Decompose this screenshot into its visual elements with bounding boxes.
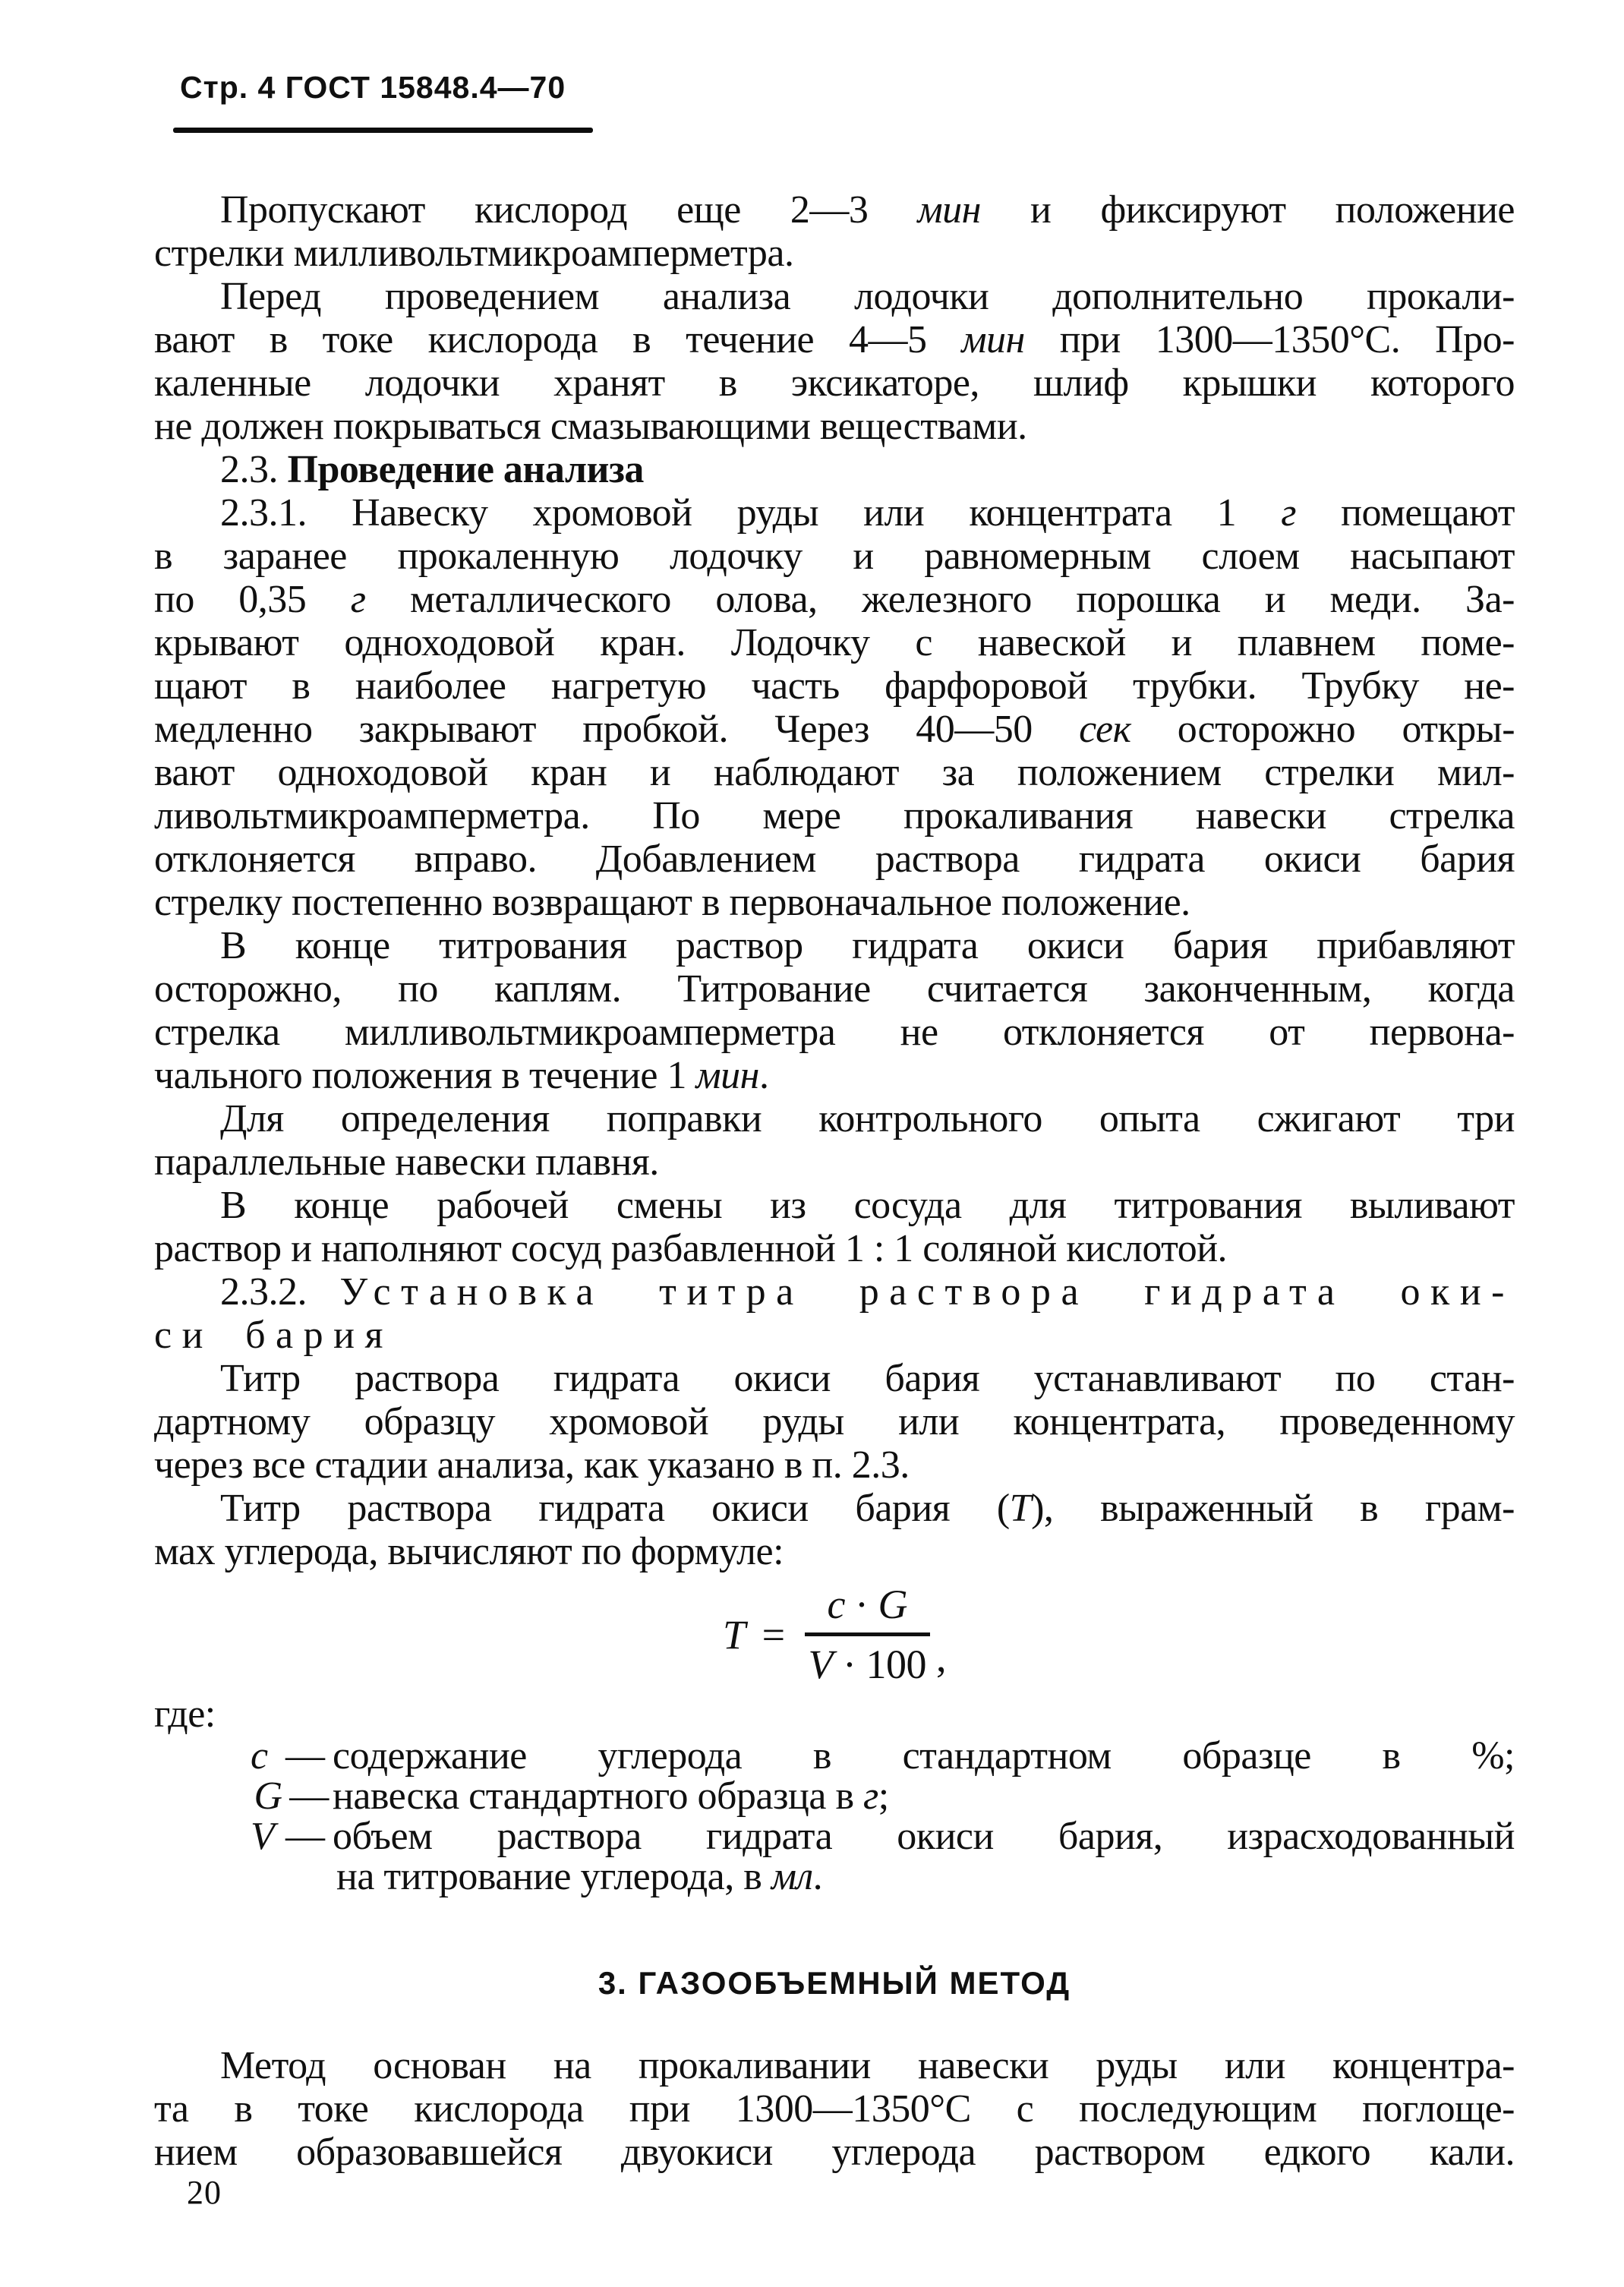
text: . <box>758 1054 769 1097</box>
fraction-denominator <box>805 1636 930 1686</box>
text: объем раствора гидрата окиси бария, израсходованный <box>333 1815 1515 1858</box>
text: по 0,35 <box>154 578 351 621</box>
text: си бария <box>154 1314 393 1357</box>
bold-text: Проведение анализа <box>287 448 644 491</box>
page-number: 20 <box>187 2174 222 2211</box>
text-line <box>154 967 1515 1011</box>
text-line <box>154 2087 1515 2131</box>
text: 2.3.2. <box>220 1270 340 1314</box>
text-line <box>154 1227 1515 1270</box>
text-line <box>154 881 1515 924</box>
text: вают в токе кислорода в течение 4—5 <box>154 318 962 361</box>
text-line <box>154 924 1515 967</box>
formula-variable-T: Т <box>723 1611 746 1658</box>
text: Титр раствора гидрата окиси бария ( <box>220 1487 1010 1530</box>
text: медленно закрывают пробкой. Через 40—50 <box>154 708 1080 751</box>
text-line <box>154 2131 1515 2174</box>
section-3-heading <box>154 1961 1515 2005</box>
text: Пропускают кислород еще 2—3 <box>220 188 918 232</box>
text: где: <box>154 1692 216 1736</box>
text-line <box>154 621 1515 664</box>
text-line <box>154 405 1515 448</box>
formula-symbol: с <box>251 1734 268 1778</box>
text: и фиксируют положение <box>980 188 1515 232</box>
text: в заранее прокаленную лодочку и равномерным слоем насыпают <box>154 535 1515 578</box>
italic-text: с <box>827 1582 845 1627</box>
where-label <box>154 1692 1515 1736</box>
page-header: Стр. 4 ГОСТ 15848.4—70 <box>180 70 566 105</box>
text: . <box>812 1855 823 1898</box>
header-rule <box>173 128 593 133</box>
italic-text: мл <box>771 1855 813 1898</box>
italic-text: Т <box>1009 1487 1032 1530</box>
equals-sign: = <box>762 1611 785 1658</box>
text: дартному образцу хромовой руды или концентрата, проведенному <box>154 1400 1515 1443</box>
text: стрелку постепенно возвращают в первоначальное положение. <box>154 881 1190 924</box>
text-line <box>154 2044 1515 2087</box>
text-line <box>154 794 1515 838</box>
text: · <box>845 1582 878 1627</box>
text: та в токе кислорода при 1300—1350°С с последующим поглоще- <box>154 2087 1515 2131</box>
italic-text: г <box>350 578 366 621</box>
text-line <box>154 751 1515 794</box>
clause-2-3-2-heading-line-2 <box>154 1314 1515 1357</box>
text-line <box>154 491 1515 535</box>
text: каленные лодочки хранят в эксикаторе, шлиф крышки которого <box>154 361 1515 405</box>
formula-symbol: G <box>254 1774 282 1818</box>
italic-text: мин <box>961 318 1025 361</box>
text: Установка титра раствора гидрата оки- <box>339 1270 1515 1314</box>
text: Титр раствора гидрата окиси бария устанавливают по стан- <box>220 1357 1515 1400</box>
text: на титрование углерода, в <box>336 1855 771 1898</box>
text: крывают одноходовой кран. Лодочку с навеской и плавнем поме- <box>154 621 1515 664</box>
definition-dash: — <box>289 1774 329 1818</box>
text: помещают <box>1296 491 1515 535</box>
text-line <box>154 1357 1515 1400</box>
text: чального положения в течение 1 <box>154 1054 696 1097</box>
italic-text: G <box>878 1582 907 1627</box>
formula-symbol: V <box>251 1815 275 1858</box>
text: Перед проведением анализа лодочки дополнительно прокали- <box>220 275 1515 318</box>
text: металлического олова, железного порошка и меди. За- <box>365 578 1515 621</box>
text: В конце титрования раствор гидрата окиси бария прибавляют <box>220 924 1515 967</box>
text-line <box>154 1054 1515 1097</box>
definition-line-c <box>154 1736 1515 1776</box>
italic-text: мин <box>695 1054 759 1097</box>
text-line <box>154 1140 1515 1184</box>
definition-continuation <box>154 1856 1515 1897</box>
text-line <box>154 1097 1515 1140</box>
text-line <box>154 275 1515 318</box>
clause-2-3-2-heading-line-1 <box>154 1270 1515 1314</box>
definition-line-G <box>154 1776 1515 1816</box>
text: при 1300—1350°С. Про- <box>1024 318 1515 361</box>
text: 3. ГАЗООБЪЕМНЫЙ МЕТОД <box>598 1965 1071 2001</box>
text: 2.3.1. Навеску хромовой руды или концентрата 1 <box>220 491 1282 535</box>
text: через все стадии анализа, как указано в п. 2.3. <box>154 1443 910 1487</box>
document-content <box>154 188 1515 2174</box>
text: стрелки милливольтмикроамперметра. <box>154 232 794 275</box>
text: вают одноходовой кран и наблюдают за положением стрелки мил- <box>154 751 1515 794</box>
text: мах углерода, вычисляют по формуле: <box>154 1530 784 1573</box>
text-line <box>154 838 1515 881</box>
text-line <box>154 232 1515 275</box>
text: параллельные навески плавня. <box>154 1140 659 1184</box>
text-line <box>154 1400 1515 1443</box>
text-line <box>154 1184 1515 1227</box>
text: 2.3. <box>220 448 288 491</box>
text-line <box>154 1443 1515 1487</box>
text-line <box>154 361 1515 405</box>
clause-2-3-heading <box>154 448 1515 491</box>
text-line <box>154 1530 1515 1573</box>
formula-comma: , <box>935 1634 946 1680</box>
text: содержание углерода в стандартном образце в %; <box>333 1734 1515 1778</box>
text: ливольтмикроамперметра. По мере прокаливания навески стрелка <box>154 794 1515 838</box>
text: раствор и наполняют сосуд разбавленной 1 : 1 соляной кислотой. <box>154 1227 1228 1270</box>
text: · 100 <box>833 1642 926 1687</box>
text: щают в наиболее нагретую часть фарфоровой трубки. Трубку не- <box>154 664 1515 708</box>
text: не должен покрываться смазывающими веществами. <box>154 405 1027 448</box>
definition-dash: — <box>285 1734 325 1778</box>
text: Метод основан на прокаливании навески руды или концентра- <box>220 2044 1515 2087</box>
text-line <box>154 708 1515 751</box>
text-line <box>154 1011 1515 1054</box>
text: В конце рабочей смены из сосуда для титрования выливают <box>220 1184 1515 1227</box>
italic-text: мин <box>917 188 981 232</box>
text: отклоняется вправо. Добавлением раствора гидрата окиси бария <box>154 838 1515 881</box>
text: осторожно, по каплям. Титрование считается законченным, когда <box>154 967 1515 1011</box>
text-line <box>154 1487 1515 1530</box>
definition-line-V <box>154 1816 1515 1856</box>
text: навеска стандартного образца в <box>333 1774 863 1818</box>
text-line <box>154 664 1515 708</box>
italic-text: г <box>1281 491 1297 535</box>
titre-formula <box>154 1582 1515 1686</box>
text: Для определения поправки контрольного опыта сжигают три <box>220 1097 1515 1140</box>
definition-dash: — <box>285 1815 325 1858</box>
italic-text: сек <box>1079 708 1131 751</box>
text-line <box>154 188 1515 232</box>
text-line <box>154 578 1515 621</box>
italic-text: V <box>808 1642 834 1687</box>
text: осторожно откры- <box>1130 708 1515 751</box>
text-line <box>154 535 1515 578</box>
fraction-numerator <box>805 1582 930 1636</box>
text: стрелка милливольтмикроамперметра не отклоняется от первона- <box>154 1011 1515 1054</box>
fraction <box>805 1582 930 1686</box>
italic-text: г <box>863 1774 878 1818</box>
text: ; <box>878 1774 889 1818</box>
text-line <box>154 318 1515 361</box>
text: ), выраженный в грам- <box>1031 1487 1515 1530</box>
text: нием образовавшейся двуокиси углерода раствором едкого кали. <box>154 2131 1515 2174</box>
